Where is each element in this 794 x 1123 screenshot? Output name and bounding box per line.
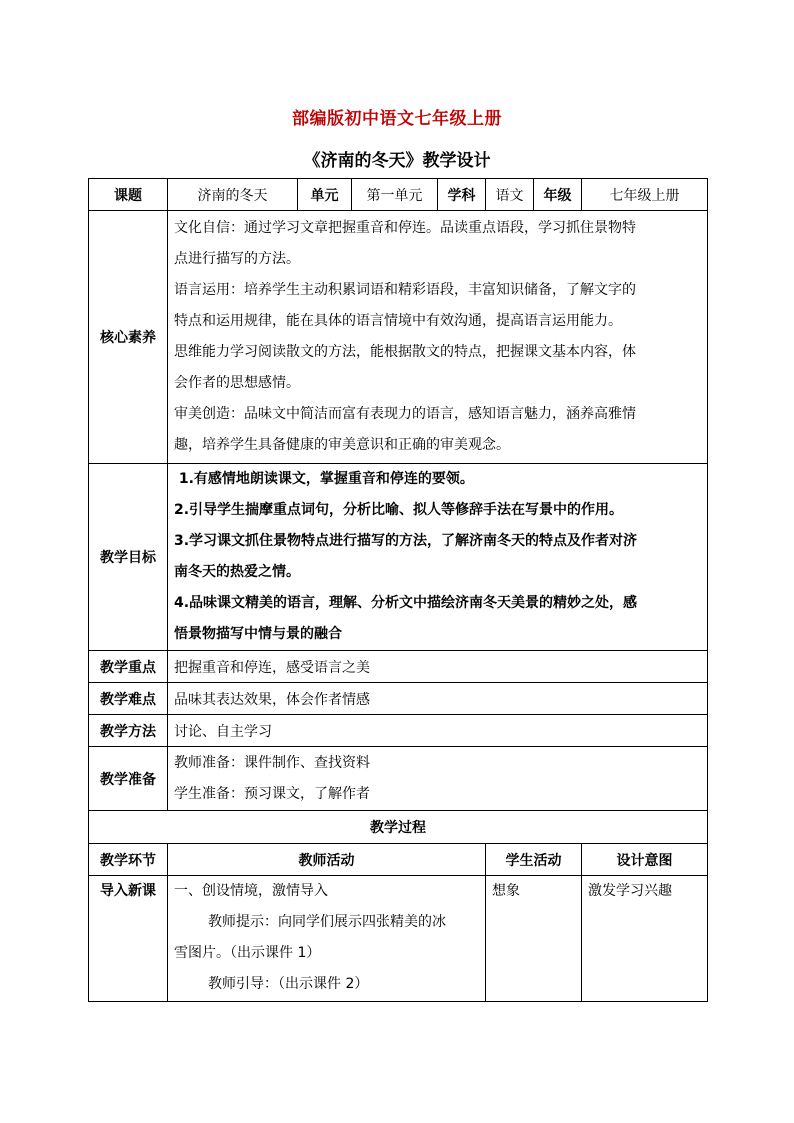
key-point-value: 把握重音和停连，感受语言之美	[168, 651, 708, 683]
core-competency-row	[89, 211, 708, 464]
difficulty-row	[89, 683, 708, 715]
grade-label: 年级	[534, 179, 582, 211]
core-line: 审美创造：品味文中简洁而富有表现力的语言，感知语言魅力，涵养高雅情	[174, 406, 636, 422]
core-line: 点进行描写的方法。	[174, 251, 300, 267]
topic-label: 课题	[89, 179, 168, 211]
goal-line: 4.品味课文精美的语言，理解、分析文中描绘济南冬天美景的精妙之处，感	[174, 595, 638, 611]
key-point-row	[89, 651, 708, 683]
difficulty-label: 教学难点	[89, 683, 168, 715]
method-value: 讨论、自主学习	[168, 715, 708, 747]
grade-value: 七年级上册	[582, 179, 708, 211]
key-point-label: 教学重点	[89, 651, 168, 683]
teacher-activity-cell	[168, 876, 486, 1002]
goals-content	[168, 464, 708, 651]
subject-label: 学科	[438, 179, 486, 211]
header-student: 学生活动	[486, 844, 582, 876]
prep-label: 教学准备	[89, 747, 168, 811]
core-line: 特点和运用规律，能在具体的语言情境中有效沟通，提高语言运用能力。	[174, 313, 622, 329]
header-intent: 设计意图	[582, 844, 708, 876]
teacher-line: 一、创设情境，激情导入	[174, 883, 328, 899]
document-header: 部编版初中语文七年级上册	[292, 109, 502, 129]
goal-line: 2.引导学生揣摩重点词句，分析比喻、拟人等修辞手法在写景中的作用。	[174, 502, 624, 518]
process-row	[89, 876, 708, 1002]
method-label: 教学方法	[89, 715, 168, 747]
design-intent-cell	[582, 876, 708, 1002]
method-row	[89, 715, 708, 747]
design-intent: 激发学习兴趣	[588, 883, 672, 899]
process-title-row	[89, 811, 708, 844]
preparation-row	[89, 747, 708, 811]
info-row	[89, 179, 708, 211]
topic-value: 济南的冬天	[168, 179, 298, 211]
teaching-goals-row	[89, 464, 708, 651]
unit-label: 单元	[298, 179, 352, 211]
core-line: 趣，培养学生具备健康的审美意识和正确的审美观念。	[174, 437, 510, 453]
stage-cell: 导入新课	[89, 876, 168, 1002]
core-content	[168, 211, 708, 464]
core-line: 文化自信：通过学习文章把握重音和停连。品读重点语段，学习抓住景物特	[174, 220, 636, 236]
core-line: 会作者的思想感情。	[174, 375, 300, 391]
header-teacher: 教师活动	[168, 844, 486, 876]
goal-line: 3.学习课文抓住景物特点进行描写的方法，了解济南冬天的特点及作者对济	[174, 533, 638, 549]
prep-content	[168, 747, 708, 811]
lesson-plan-table	[88, 178, 708, 1002]
goal-line: 悟景物描写中情与景的融合	[174, 626, 342, 642]
unit-value: 第一单元	[352, 179, 438, 211]
student-activity: 想象	[492, 883, 520, 899]
core-line: 语言运用：培养学生主动积累词语和精彩语段，丰富知识储备，了解文字的	[174, 282, 636, 298]
prep-line: 学生准备：预习课文，了解作者	[174, 785, 370, 802]
prep-line: 教师准备：课件制作、查找资料	[174, 754, 370, 771]
header-stage: 教学环节	[89, 844, 168, 876]
teacher-line: 教师提示：向同学们展示四张精美的冰	[208, 914, 446, 930]
goal-line: 南冬天的热爱之情。	[174, 564, 300, 580]
student-activity-cell	[486, 876, 582, 1002]
core-line: 思维能力学习阅读散文的方法，能根据散文的特点，把握课文基本内容，体	[174, 344, 636, 360]
document-title: 《济南的冬天》教学设计	[303, 151, 491, 171]
process-title: 教学过程	[89, 811, 708, 844]
goals-label: 教学目标	[89, 464, 168, 651]
difficulty-value: 品味其表达效果，体会作者情感	[168, 683, 708, 715]
subject-value: 语文	[486, 179, 534, 211]
goal-line: 1.有感情地朗读课文，掌握重音和停连的要领。	[174, 471, 474, 487]
process-header-row	[89, 844, 708, 876]
core-label: 核心素养	[89, 211, 168, 464]
teacher-line: 雪图片。（出示课件 1）	[174, 945, 321, 961]
teacher-line: 教师引导：（出示课件 2）	[208, 976, 369, 992]
